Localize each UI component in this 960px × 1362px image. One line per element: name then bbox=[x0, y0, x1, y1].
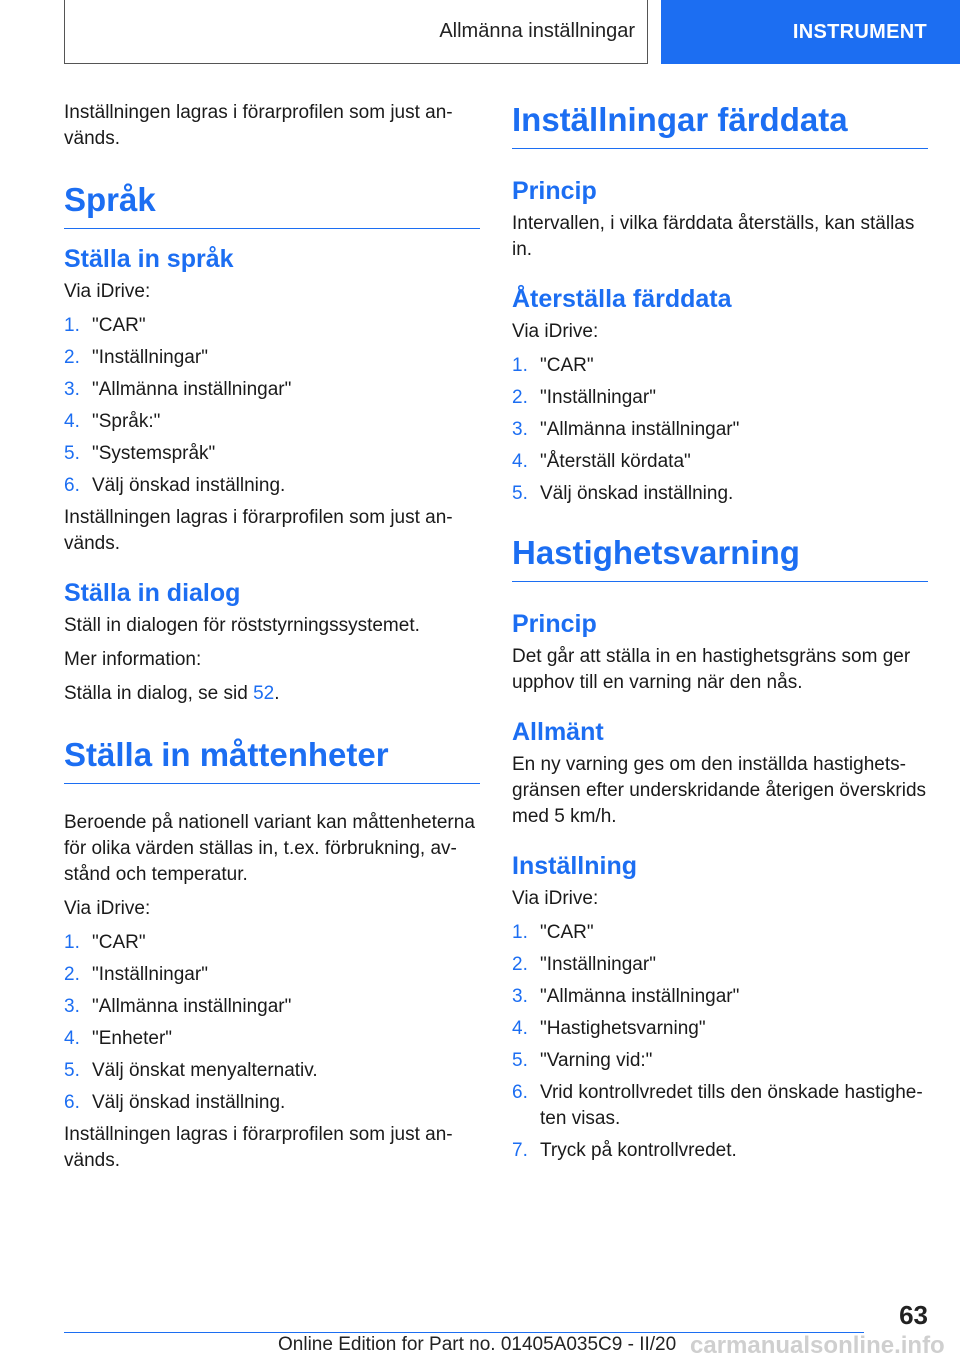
list-item: 3. "Allmänna inställningar" bbox=[512, 419, 740, 440]
sprak-note: Inställningen lagras i förarprofilen som just an- vänds. bbox=[64, 507, 453, 554]
page-number: 63 bbox=[899, 1300, 928, 1330]
list-item: 4. "Språk:" bbox=[64, 411, 161, 432]
page-link[interactable]: 52 bbox=[253, 683, 275, 704]
units-steps bbox=[64, 930, 480, 1116]
heading-mattenheter: Ställa in måttenheter bbox=[64, 735, 480, 784]
trip-steps bbox=[512, 353, 928, 507]
list-item: 2. "Inställningar" bbox=[512, 954, 656, 975]
list-item: 3. "Allmänna inställningar" bbox=[64, 379, 292, 400]
list-item: 7. Tryck på kontrollvredet. bbox=[512, 1140, 737, 1161]
list-item: 5. Välj önskat menyalternativ. bbox=[64, 1060, 318, 1081]
chapter-tab bbox=[64, 0, 648, 64]
dialog-reference: Ställa in dialog, se sid 52. bbox=[64, 683, 280, 704]
list-item: 1. "CAR" bbox=[512, 922, 594, 943]
list-item: 4. "Återställ kördata" bbox=[512, 451, 691, 472]
right-column bbox=[512, 100, 928, 1170]
subheading-aterstalla-farddata: Återställa färddata bbox=[512, 285, 732, 313]
via-idrive-label: Via iDrive: bbox=[64, 281, 151, 302]
watermark: carmanualsonline.info bbox=[690, 1332, 945, 1359]
edition-footer: Online Edition for Part no. 01405A035C9 - II/20 bbox=[278, 1334, 677, 1355]
speed-principle-text: Det går att ställa in en hastighetsgräns som ger upphov till en varning när den nås. bbox=[512, 646, 911, 693]
via-idrive-label: Via iDrive: bbox=[512, 888, 599, 909]
list-item: 4. "Enheter" bbox=[64, 1028, 173, 1049]
speed-steps bbox=[512, 920, 928, 1164]
list-item: 2. "Inställningar" bbox=[64, 964, 208, 985]
sprak-steps bbox=[64, 313, 480, 499]
via-idrive-label: Via iDrive: bbox=[64, 898, 151, 919]
list-item: 1. "CAR" bbox=[64, 315, 146, 336]
subheading-princip: Princip bbox=[512, 177, 597, 205]
section-tab bbox=[661, 0, 960, 64]
trip-principle-text: Intervallen, i vilka färddata återställs, kan ställas in. bbox=[512, 213, 915, 260]
left-column bbox=[64, 100, 480, 1182]
section-title: INSTRUMENT bbox=[792, 20, 927, 43]
list-item: 5. "Varning vid:" bbox=[512, 1050, 653, 1071]
list-item: 2. "Inställningar" bbox=[512, 387, 656, 408]
speed-general-text: En ny varning ges om den inställda hastighets- gränsen efter underskridande återigen överskrids med 5 km/h. bbox=[512, 754, 927, 827]
list-item: 6. Vrid kontrollvredet tills den önskade hastighe- ten visas. bbox=[512, 1082, 923, 1129]
list-item: 5. "Systemspråk" bbox=[64, 443, 216, 464]
subheading-installning: Inställning bbox=[512, 852, 637, 880]
units-text: Beroende på nationell variant kan måttenheterna för olika värden ställas in, t.ex. förbrukning, av- stånd och temperatur. bbox=[64, 812, 475, 885]
heading-sprak: Språk bbox=[64, 180, 480, 229]
list-item: 4. "Hastighetsvarning" bbox=[512, 1018, 706, 1039]
heading-installningar-farddata: Inställningar färddata bbox=[512, 100, 928, 149]
subheading-stalla-in-sprak: Ställa in språk bbox=[64, 245, 234, 273]
dialog-text: Ställ in dialogen för röststyrningssystemet. bbox=[64, 615, 420, 636]
more-info-label: Mer information: bbox=[64, 649, 202, 670]
via-idrive-label: Via iDrive: bbox=[512, 321, 599, 342]
heading-hastighetsvarning: Hastighetsvarning bbox=[512, 533, 928, 582]
intro-paragraph: Inställningen lagras i förarprofilen som just an- vänds. bbox=[64, 102, 453, 149]
subheading-stalla-in-dialog: Ställa in dialog bbox=[64, 579, 241, 607]
list-item: 6. Välj önskad inställning. bbox=[64, 475, 286, 496]
chapter-title: Allmänna inställningar bbox=[439, 20, 635, 42]
list-item: 5. Välj önskad inställning. bbox=[512, 483, 734, 504]
subheading-princip: Princip bbox=[512, 610, 597, 638]
list-item: 1. "CAR" bbox=[512, 355, 594, 376]
list-item: 1. "CAR" bbox=[64, 932, 146, 953]
list-item: 3. "Allmänna inställningar" bbox=[512, 986, 740, 1007]
list-item: 3. "Allmänna inställningar" bbox=[64, 996, 292, 1017]
subheading-allmant: Allmänt bbox=[512, 718, 604, 746]
units-note: Inställningen lagras i förarprofilen som just an- vänds. bbox=[64, 1124, 453, 1171]
list-item: 2. "Inställningar" bbox=[64, 347, 208, 368]
list-item: 6. Välj önskad inställning. bbox=[64, 1092, 286, 1113]
